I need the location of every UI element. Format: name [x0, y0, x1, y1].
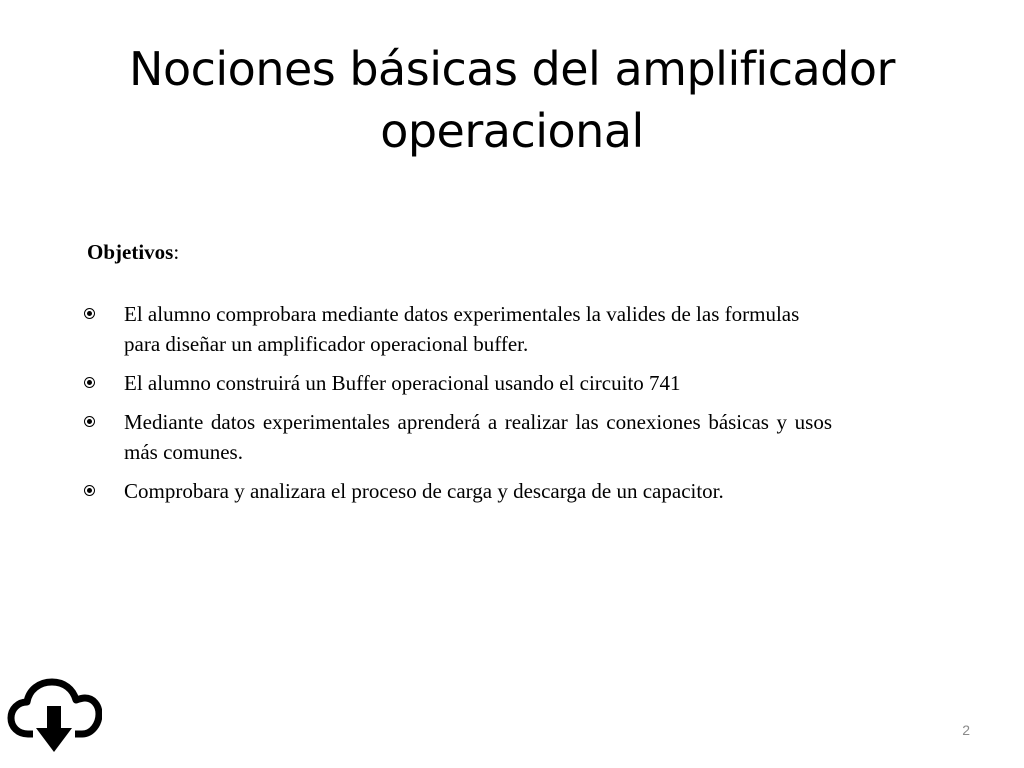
objective-item-2: [84, 368, 832, 398]
bullet-icon: [84, 308, 95, 319]
bullet-icon: [84, 416, 95, 427]
page-number: 2: [962, 722, 970, 738]
objective-text-4: Comprobara y analizara el proceso de carga y descarga de un capacitor.: [124, 479, 724, 503]
objectives-heading: [87, 238, 179, 266]
objectives-list: [84, 299, 832, 515]
slide-title: [0, 38, 1024, 162]
objective-item-1: [84, 299, 832, 359]
objective-item-4: [84, 476, 832, 506]
objectives-heading-colon: :: [173, 240, 180, 264]
slide-title-line-2: operacional: [380, 104, 644, 158]
bullet-icon: [84, 377, 95, 388]
objective-text-3: Mediante datos experimentales aprenderá a realizar las conexiones básicas y usos más comunes.: [124, 410, 832, 464]
objective-text-1: El alumno comprobara mediante datos experimentales la valides de las formulas para diseñar un amplificador operacional buffer.: [124, 302, 800, 356]
objective-item-3: [84, 407, 832, 467]
bullet-icon: [84, 485, 95, 496]
slide-title-line-1: Nociones básicas del amplificador: [129, 42, 895, 96]
objectives-heading-text: Objetivos: [87, 240, 174, 264]
cloud-download-icon[interactable]: [6, 676, 102, 756]
objective-text-2: El alumno construirá un Buffer operacional usando el circuito 741: [124, 371, 681, 395]
